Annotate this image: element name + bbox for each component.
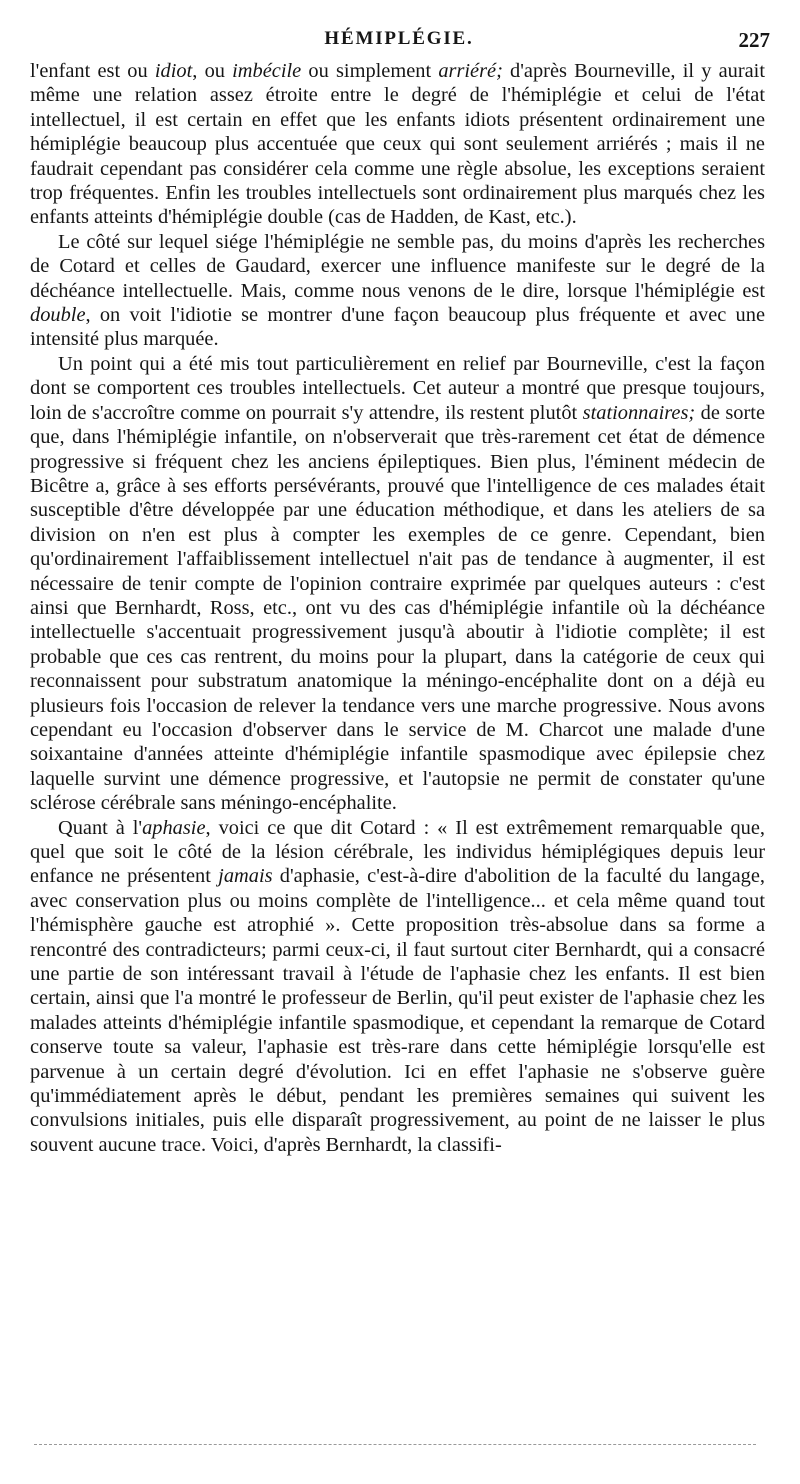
text-run: Le côté sur lequel siége l'hémiplégie ne semble pas, du moins d'après les recherches de Cotard et celles de Gaudard, exercer une influence manifeste sur le degré de la déchéance intellectuelle. Mais, comme nous venons de le dire, lorsque l'hémiplégie est xyxy=(30,230,765,302)
text-run: , ou xyxy=(192,60,233,82)
body-text xyxy=(30,59,765,1157)
text-run: de sorte que, dans l'hémiplégie infantile, on n'observerait que très-rarement cet état de démence progressive si fréquent chez les anciens épileptiques. Bien plus, l'éminent médecin de Bicêtre a, grâce à ses efforts persévérants, prouvé que l'intelligence de ces malades était susceptible d'être développée par une éducation méthodique, et dans les ateliers de sa division on n'en est plus à compter les exemples de ce genre. Cependant, bien qu'ordinairement l'affaiblissement intellectuel n'ait pas de tendance à augmenter, il est nécessaire de tenir compte de l'opinion contraire exprimée par quelques auteurs : c'est ainsi que Bernhardt, Ross, etc., ont vu des cas d'hémiplégie infantile où la déchéance intellectuelle s'accentuait progressivement jusqu'à aboutir à l'idiotie complète; il est probable que ces cas rentrent, du moins pour la plupart, dans la catégorie de ceux qui reconnaissent pour substratum anatomique la méningo-encéphalite dont on a déjà eu plusieurs fois l'occasion de relever la tendance vers une marche progressive. Nous avons cependant eu l'occasion d'observer dans le service de M. Charcot une malade d'une soixantaine d'années atteinte d'hémiplégie infantile spasmodique avec épilepsie chez laquelle survint une démence progressive, et l'autopsie ne permit de constater qu'une sclérose cérébrale sans méningo-encéphalite. xyxy=(30,401,765,815)
text-run: l'enfant est ou xyxy=(30,60,155,82)
text-run: , voici ce que dit Cotard : « Il est extrêmement remarquable que, quel que soit le côté de la lésion cérébrale, les individus hémiplégiques depuis leur enfance ne présentent xyxy=(30,816,765,888)
italic-run: jamais xyxy=(218,865,273,888)
italic-run: arriéré; xyxy=(438,60,503,82)
text-run: d'aphasie, c'est-à-dire d'abolition de la faculté du langage, avec conservation plus ou moins complète de l'intelligence... et cela même quand tout l'hémisphère gauche est atrophié ». Cette proposition très-absolue dans sa forme a rencontré des contradicteurs; parmi ceux-ci, il faut surtout citer Bernhardt, qui a consacré une partie de son intéressant travail à l'étude de l'aphasie chez les enfants. Il est bien certain, ainsi que l'a montré le professeur de Berlin, qu'il peut exister de l'aphasie chez les malades atteints d'hémiplégie infantile spasmodique, et cependant la remarque de Cotard conserve toute sa valeur, l'aphasie est très-rare dans cette hémiplégie lorsqu'elle est parvenue à un certain degré d'évolution. Ici en effet l'aphasie ne s'observe guère qu'immédiatement après le début, pendant les premières semaines qui suivent les convulsions initiales, puis elle disparaît progressivement, au point de ne laisser le plus souvent aucune trace. Voici, d'après Bernhardt, la classifi- xyxy=(30,865,765,1156)
italic-run: imbécile xyxy=(232,60,302,82)
text-run: d'après Bourneville, il y aurait même une relation assez étroite entre le degré de l'hémiplégie et celui de l'état intellectuel, il est certain en effet que les enfants idiots présentent ordinairement une hémiplégie beaucoup plus accentuée que ceux qui sont seulement arriérés ; mais il ne faudrait cependant pas considérer cela comme une règle absolue, les exceptions seraient trop fréquentes. Enfin les troubles intellectuels sont ordinairement plus marqués chez les enfants atteints d'hémiplégie double (cas de Hadden, de Kast, etc.). xyxy=(30,60,766,229)
italic-run: double xyxy=(30,304,86,327)
italic-run: stationnaires; xyxy=(582,401,696,424)
text-run: Quant à l' xyxy=(58,816,143,839)
italic-run: idiot xyxy=(154,60,193,82)
paragraph xyxy=(30,230,765,352)
text-run: ou simplement xyxy=(301,60,439,82)
paragraph xyxy=(30,59,765,230)
page-number: 227 xyxy=(738,28,770,52)
running-title: HÉMIPLÉGIE. xyxy=(324,28,474,49)
running-head xyxy=(28,28,770,58)
footer-rule xyxy=(34,1444,756,1445)
text-run: Un point qui a été mis tout particulièrement en relief par Bourneville, c'est la façon dont se comportent ces troubles intellectuels. Cet auteur a montré que presque toujours, loin de s'accroître comme on pourrait s'y attendre, ils restent plutôt xyxy=(30,352,765,424)
paragraph xyxy=(30,816,765,1158)
text-run: , on voit l'idiotie se montrer d'une façon beaucoup plus fréquente et avec une intensité plus marquée. xyxy=(30,304,765,351)
italic-run: aphasie xyxy=(142,816,206,839)
paragraph xyxy=(30,352,765,816)
